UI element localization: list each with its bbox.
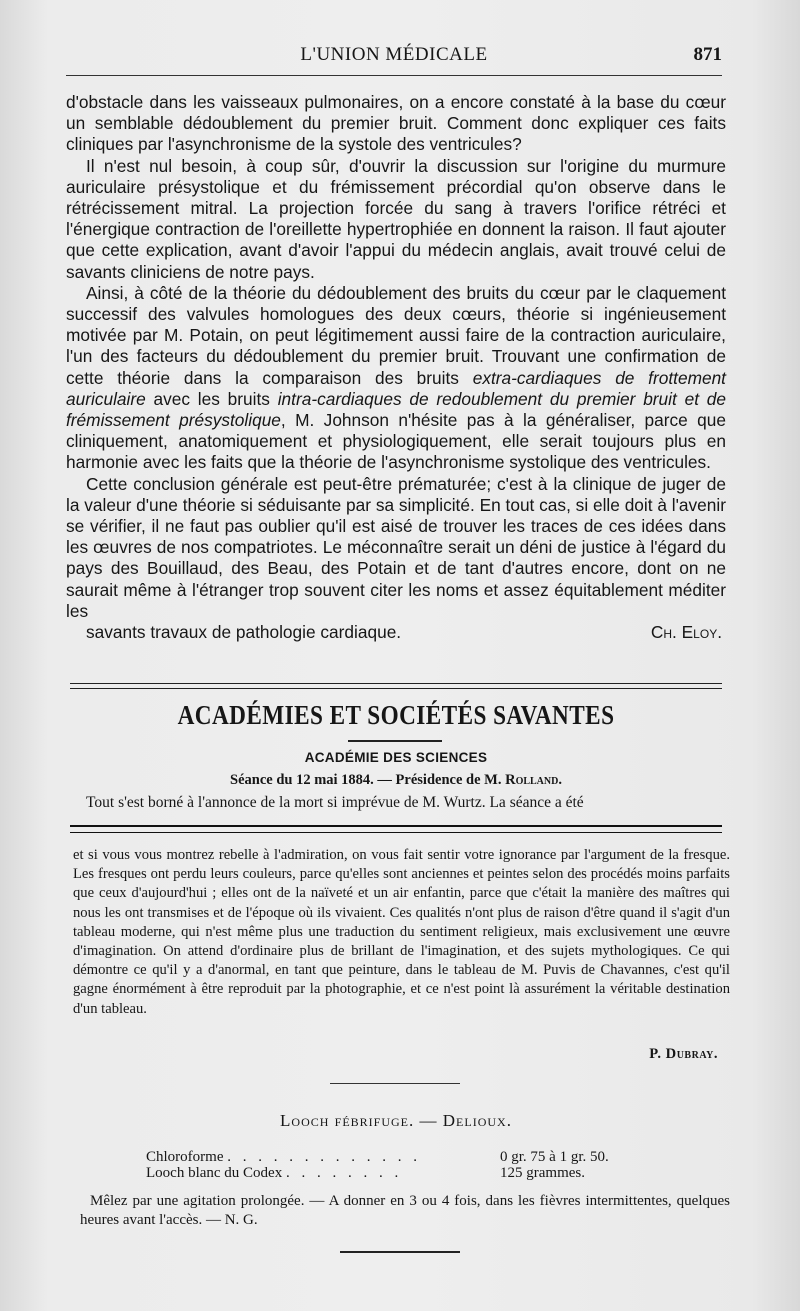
section-title: ACADÉMIES ET SOCIÉTÉS SAVANTES <box>177 700 615 730</box>
last-line: savants travaux de pathologie cardiaque. <box>86 622 402 643</box>
session-line <box>66 772 726 789</box>
page-header <box>66 40 722 74</box>
feuilleton-paragraph: et si vous vous montrez rebelle à l'admiration, on vous fait sentir votre ignorance par l'argument de la fresque. Les fresques ont perdu leurs couleurs, parce qu'elles sont anciennes et peintes selon des procédés moins parfaits que ceux d'aujourd'hui ; elles ont de la naïveté et un air enfantin, parce que c'était la manière des maîtres qui nous les ont transmises et de l'époque où ils vivaient. Ces qualités n'ont plus de raison d'être quand il s'agit d'un tableau moderne, qui n'est même plus une traduction du sentiment religieux, mais exclusivement une œuvre d'imagination. On attend d'ordinaire plus de brillant de l'imagination, et des sujets mythologiques. Ce qui démontre ce qu'il y a d'anormal, en tant que peinture, dans le tableau de M. Puvis de Chavannes, c'est qu'il gagne énormément à être reproduit par la photographie, et ce n'est point là assurément la véritable destination d'un tableau. <box>73 847 730 1017</box>
title-underline <box>348 740 442 742</box>
president-name: Rolland <box>505 772 559 788</box>
text-run: avec les bruits <box>145 388 278 409</box>
italic-run: extra-cardiaques de frottement auriculaire <box>66 367 726 409</box>
signature-line <box>66 622 726 643</box>
instructions-text: Mêlez par une agitation prolongée. — A donner en 3 ou 4 fois, dans les fièvres intermittentes, quelques heures avant l'accès. — N. G. <box>80 1193 730 1228</box>
session-date: Séance du 12 mai 1884. — Présidence de M. <box>230 772 506 788</box>
ingredient-name: Looch blanc du Codex <box>146 1165 283 1181</box>
article-author: Ch. Eloy. <box>650 622 722 643</box>
academy-text: Tout s'est borné à l'annonce de la mort si imprévue de M. Wurtz. La séance a été <box>86 794 584 811</box>
ingredient-name: Chloroforme <box>146 1149 224 1165</box>
session-suffix: . <box>558 772 562 788</box>
text-run: , M. Johnson n'hésite pas à la généraliser, parce que cliniquement, anatomiquement et physiologiquement, elle serait toujours plus en harmonie avec les faits que la théorie de l'asynchronisme systolique des ventricules. <box>66 410 726 473</box>
page-number: 871 <box>693 44 722 65</box>
section-divider <box>70 683 722 689</box>
feuilleton-divider <box>70 825 722 833</box>
ingredient-row <box>146 1165 585 1182</box>
ingredient-quantity: 0 gr. 75 à 1 gr. 50. <box>500 1149 609 1165</box>
running-title: L'UNION MÉDICALE <box>300 44 488 65</box>
leader-dots: . . . . . . . . . . . . . <box>227 1149 421 1165</box>
separator-rule <box>330 1083 460 1084</box>
feuilleton-author: P. Dubray. <box>649 1046 718 1062</box>
ingredient-quantity: 125 grammes. <box>500 1165 585 1181</box>
feuilleton <box>73 846 730 1019</box>
header-rule <box>66 75 722 76</box>
formula-title: Looch fébrifuge. — Delioux. <box>280 1111 512 1130</box>
article-paragraph: d'obstacle dans les vaisseaux pulmonaires, on a encore constaté à la base du cœur un semblable dédoublement du premier bruit. Comment donc expliquer ces faits cliniques par l'asynchronisme de la systole des ventricules? <box>66 92 726 155</box>
article-body <box>66 92 726 643</box>
italic-run: intra-cardiaques de redoublement du premier bruit et de frémissement présystolique <box>66 388 726 431</box>
article-paragraph: Il n'est nul besoin, à coup sûr, d'ouvrir la discussion sur l'origine du murmure auriculaire présystolique et du frémissement précordial qu'on observe dans le rétrécissement mitral. La projection forcée du sang à travers l'orifice rétréci et l'énergique contraction de l'oreillette hypertrophiée en donnent la raison. Il faut ajouter que cette explication, avant d'avoir l'appui du médecin anglais, avait trouvé celui de savants cliniciens de notre pays. <box>66 155 726 282</box>
formula-instructions <box>80 1192 730 1230</box>
text-run: Ainsi, à côté de la théorie du dédoublement des bruits du cœur par le claquement successif des valvules homologues des deux cœurs, théorie si ingénieusement motivée par M. Potain, on peut légitimement aussi faire de la contraction auriculaire, l'un des facteurs du dédoublement du premier bruit. Trouvant une confirmation de cette théorie dans la comparaison des bruits <box>66 282 726 388</box>
leader-dots: . . . . . . . . <box>285 1165 403 1181</box>
subsection-title: ACADÉMIE DES SCIENCES <box>304 750 488 765</box>
end-rule <box>340 1251 460 1253</box>
article-paragraph: Cette conclusion générale est peut-être prématurée; c'est à la clinique de juger de la valeur d'une théorie si séduisante par sa simplicité. En tout cas, si elle doit à l'avenir se vérifier, il ne faut pas oublier qu'il est aisé de trouver les traces de ces idées dans les œuvres de nos compatriotes. Le méconnaître serait un déni de justice à l'égard du pays des Bouillaud, des Beau, des Potain et de tant d'autres encore, dont on ne saurait même à l'étranger trop souvent citer les noms et assez équitablement méditer les <box>66 473 726 621</box>
ingredient-row <box>146 1149 609 1166</box>
article-paragraph-3 <box>66 283 726 474</box>
